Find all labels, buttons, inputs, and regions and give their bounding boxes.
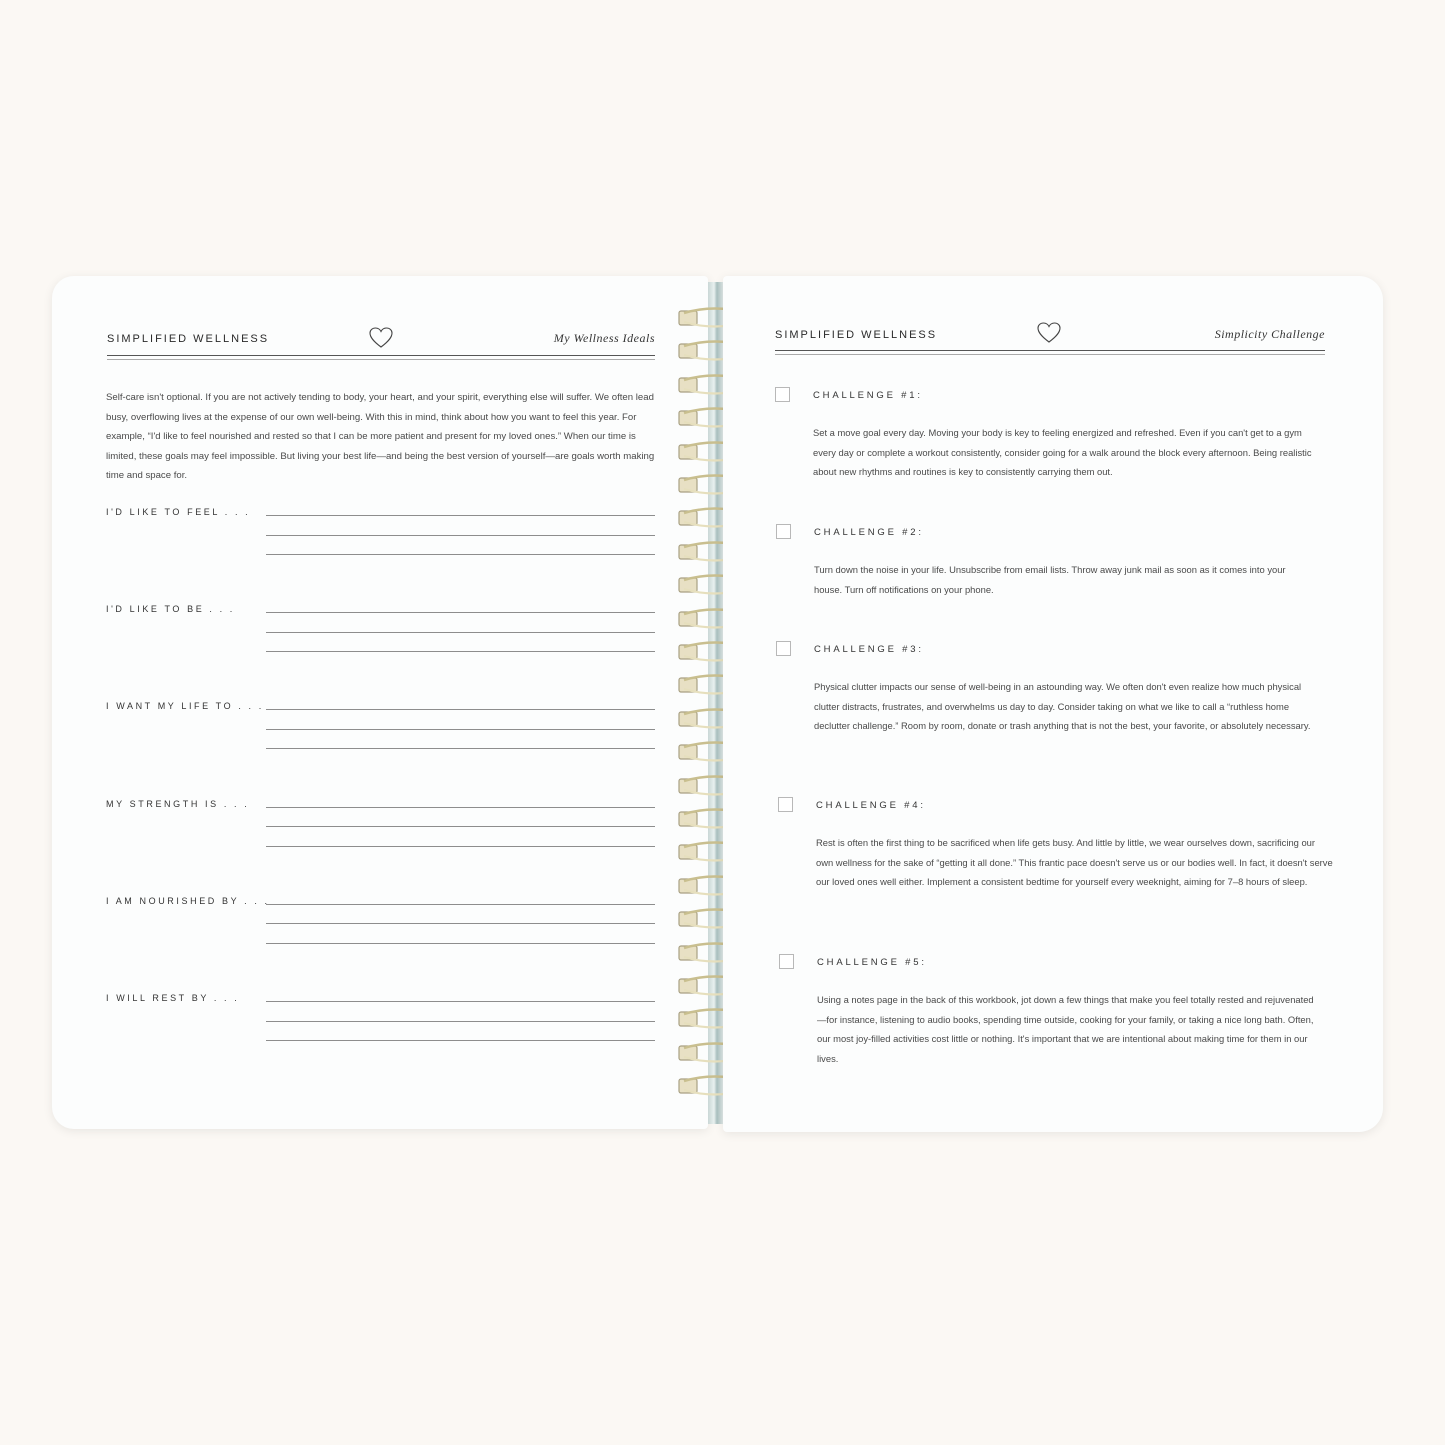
challenge-title: CHALLENGE #5:: [817, 957, 927, 968]
writing-line[interactable]: [266, 632, 655, 633]
challenge-title: CHALLENGE #3:: [814, 644, 924, 655]
prompt-label: MY STRENGTH IS . . .: [106, 798, 250, 809]
header-rule: [775, 354, 1325, 355]
challenge-title: CHALLENGE #1:: [813, 390, 923, 401]
page-title: SIMPLIFIED WELLNESS: [107, 333, 270, 345]
writing-line[interactable]: [266, 923, 655, 924]
writing-line[interactable]: [266, 1001, 655, 1002]
prompt-label: I'D LIKE TO BE . . .: [106, 604, 235, 615]
prompt-label: I'D LIKE TO FEEL . . .: [106, 507, 251, 517]
challenge-checkbox[interactable]: [778, 797, 793, 812]
challenge-text: Rest is often the first thing to be sacrificed when life gets busy. And little by little, we wear ourselves down, sacrificing our own wellness for the sake of “getting it all done.” This frantic pace doesn't serve us or our bodies well. In fact, it doesn't serve our loved ones well either. Implement a consistent bedtime for yourself every weeknight, aiming for 7–8 hours of sleep.: [816, 837, 1333, 888]
page-subtitle: Simplicity Challenge: [1214, 327, 1325, 341]
writing-line[interactable]: [266, 1040, 655, 1041]
writing-line[interactable]: [266, 554, 655, 555]
challenge-text: Turn down the noise in your life. Unsubscribe from email lists. Throw away junk mail as soon as it comes into your house. Turn off notifications on your phone.: [814, 564, 1286, 595]
challenge-text: Using a notes page in the back of this workbook, jot down a few things that make you feel totally rested and rejuvenated—for instance, listening to audio books, spending time outside, cooking for your family, or taking a nice long bath. Often, our most joy-filled activities cost little or nothing. It's important that we are intentional about making time for them in our lives.: [817, 994, 1314, 1064]
writing-line[interactable]: [266, 826, 655, 827]
heart-icon: [368, 326, 394, 350]
challenge-title: CHALLENGE #2:: [814, 527, 924, 538]
writing-line[interactable]: [266, 846, 655, 847]
writing-line[interactable]: [266, 1021, 655, 1022]
header-rule: [775, 350, 1325, 351]
right-page: [723, 276, 1383, 1132]
challenge-text: Physical clutter impacts our sense of well-being in an astounding way. We often don't even realize how much physical clutter distracts, frustrates, and overwhelms us day to day. Consider taking on what we like to call a “ruthless home declutter challenge.” Room by room, donate or trash anything that is not the best, your favorite, or absolutely necessary.: [814, 681, 1311, 732]
page-subtitle: My Wellness Ideals: [553, 331, 655, 345]
writing-line[interactable]: [266, 943, 655, 944]
writing-line[interactable]: [266, 515, 655, 516]
writing-line[interactable]: [266, 651, 655, 652]
challenge-checkbox[interactable]: [775, 387, 790, 402]
heart-icon: [1036, 321, 1062, 345]
challenge-checkbox[interactable]: [776, 641, 791, 656]
prompt-label: I WANT MY LIFE TO . . .: [106, 701, 264, 712]
writing-line[interactable]: [266, 729, 655, 730]
left-page: [52, 276, 708, 1129]
challenge-checkbox[interactable]: [779, 954, 794, 969]
challenge-text: Set a move goal every day. Moving your body is key to feeling energized and refreshed. Even if you can't get to a gym every day or complete a workout consistently, consider going for a walk around the block every afternoon. Being realistic about new rhythms and routines is key to consistently carrying them out.: [813, 427, 1312, 478]
writing-line[interactable]: [266, 904, 655, 905]
writing-line[interactable]: [266, 748, 655, 749]
writing-line[interactable]: [266, 612, 655, 613]
intro-paragraph: Self-care isn't optional. If you are not actively tending to body, your heart, and your spirit, everything else will suffer. We often lead busy, overflowing lives at the expense of our own well-being. With this in mind, think about how you want to feel this year. For example, “I'd like to feel nourished and rested so that I can be more patient and present for my loved ones.” When our time is limited, these goals may feel impossible. But living your best life—and being the best version of yourself—are goals worth making time and space for.: [106, 392, 655, 482]
writing-line[interactable]: [266, 807, 655, 808]
challenge-title: CHALLENGE #4:: [816, 800, 926, 811]
challenge-checkbox[interactable]: [776, 524, 791, 539]
writing-line[interactable]: [266, 535, 655, 536]
prompt-label: I WILL REST BY . . .: [106, 993, 240, 1003]
page-title: SIMPLIFIED WELLNESS: [775, 329, 938, 341]
prompt-label: I AM NOURISHED BY . . .: [106, 895, 270, 906]
header-rule: [107, 355, 655, 356]
header-rule: [107, 359, 655, 360]
writing-line[interactable]: [266, 709, 655, 710]
